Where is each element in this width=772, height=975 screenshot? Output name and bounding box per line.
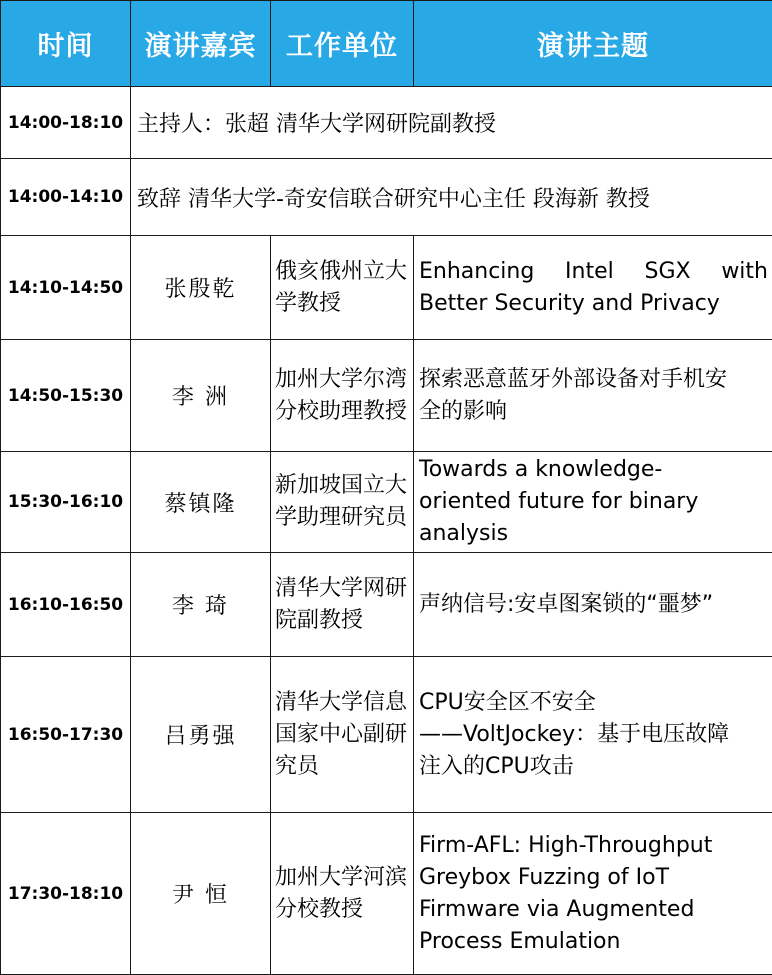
time-cell: 16:50-17:30 — [1, 657, 131, 813]
opening-cell: 致辞 清华大学-奇安信联合研究中心主任 段海新 教授 — [131, 159, 772, 236]
time-cell: 15:30-16:10 — [1, 452, 131, 553]
time-cell: 14:00-14:10 — [1, 159, 131, 236]
org-cell: 加州大学河滨分校教授 — [271, 813, 414, 975]
header-time: 时间 — [1, 1, 131, 87]
topic-line: Process Emulation — [419, 926, 768, 958]
time-cell: 14:50-15:30 — [1, 340, 131, 452]
speaker-cell: 蔡镇隆 — [131, 452, 271, 553]
table-row — [1, 159, 772, 236]
table-row — [1, 657, 772, 813]
table-row — [1, 452, 772, 553]
topic-line: CPU安全区不安全 — [419, 687, 768, 719]
org-cell: 加州大学尔湾分校助理教授 — [271, 340, 414, 452]
table-row — [1, 813, 772, 975]
time-cell: 14:10-14:50 — [1, 236, 131, 340]
topic-cell — [414, 340, 772, 452]
topic-cell — [414, 657, 772, 813]
header-topic: 演讲主题 — [414, 1, 772, 87]
topic-line: 注入的CPU攻击 — [419, 751, 768, 783]
topic-cell — [414, 813, 772, 975]
table-row — [1, 340, 772, 452]
host-cell: 主持人：张超 清华大学网研院副教授 — [131, 87, 772, 159]
speaker-cell: 李 洲 — [131, 340, 271, 452]
time-cell: 17:30-18:10 — [1, 813, 131, 975]
speaker-cell: 李 琦 — [131, 553, 271, 657]
topic-line: ——VoltJockey：基于电压故障 — [419, 719, 768, 751]
topic-line: Enhancing Intel SGX with — [419, 256, 768, 288]
org-cell: 清华大学信息国家中心副研究员 — [271, 657, 414, 813]
time-cell: 16:10-16:50 — [1, 553, 131, 657]
speaker-cell: 张殷乾 — [131, 236, 271, 340]
table-row — [1, 236, 772, 340]
org-cell: 新加坡国立大学助理研究员 — [271, 452, 414, 553]
topic-line: Towards a knowledge- — [419, 454, 768, 486]
org-cell: 清华大学网研院副教授 — [271, 553, 414, 657]
topic-line: Firm-AFL: High-Throughput — [419, 830, 768, 862]
header-row — [1, 1, 772, 87]
topic-line: 全的影响 — [419, 396, 768, 428]
header-org: 工作单位 — [271, 1, 414, 87]
table-row — [1, 87, 772, 159]
time-cell: 14:00-18:10 — [1, 87, 131, 159]
topic-line: 声纳信号:安卓图案锁的“噩梦” — [419, 589, 768, 621]
topic-line: analysis — [419, 518, 768, 550]
speaker-cell: 尹 恒 — [131, 813, 271, 975]
topic-cell — [414, 236, 772, 340]
org-cell: 俄亥俄州立大学教授 — [271, 236, 414, 340]
topic-cell — [414, 553, 772, 657]
topic-line: Greybox Fuzzing of IoT — [419, 862, 768, 894]
topic-line: Better Security and Privacy — [419, 288, 768, 320]
topic-cell — [414, 452, 772, 553]
speaker-cell: 吕勇强 — [131, 657, 271, 813]
topic-line: Firmware via Augmented — [419, 894, 768, 926]
table-row — [1, 553, 772, 657]
header-speaker: 演讲嘉宾 — [131, 1, 271, 87]
topic-line: oriented future for binary — [419, 486, 768, 518]
topic-line: 探索恶意蓝牙外部设备对手机安 — [419, 364, 768, 396]
